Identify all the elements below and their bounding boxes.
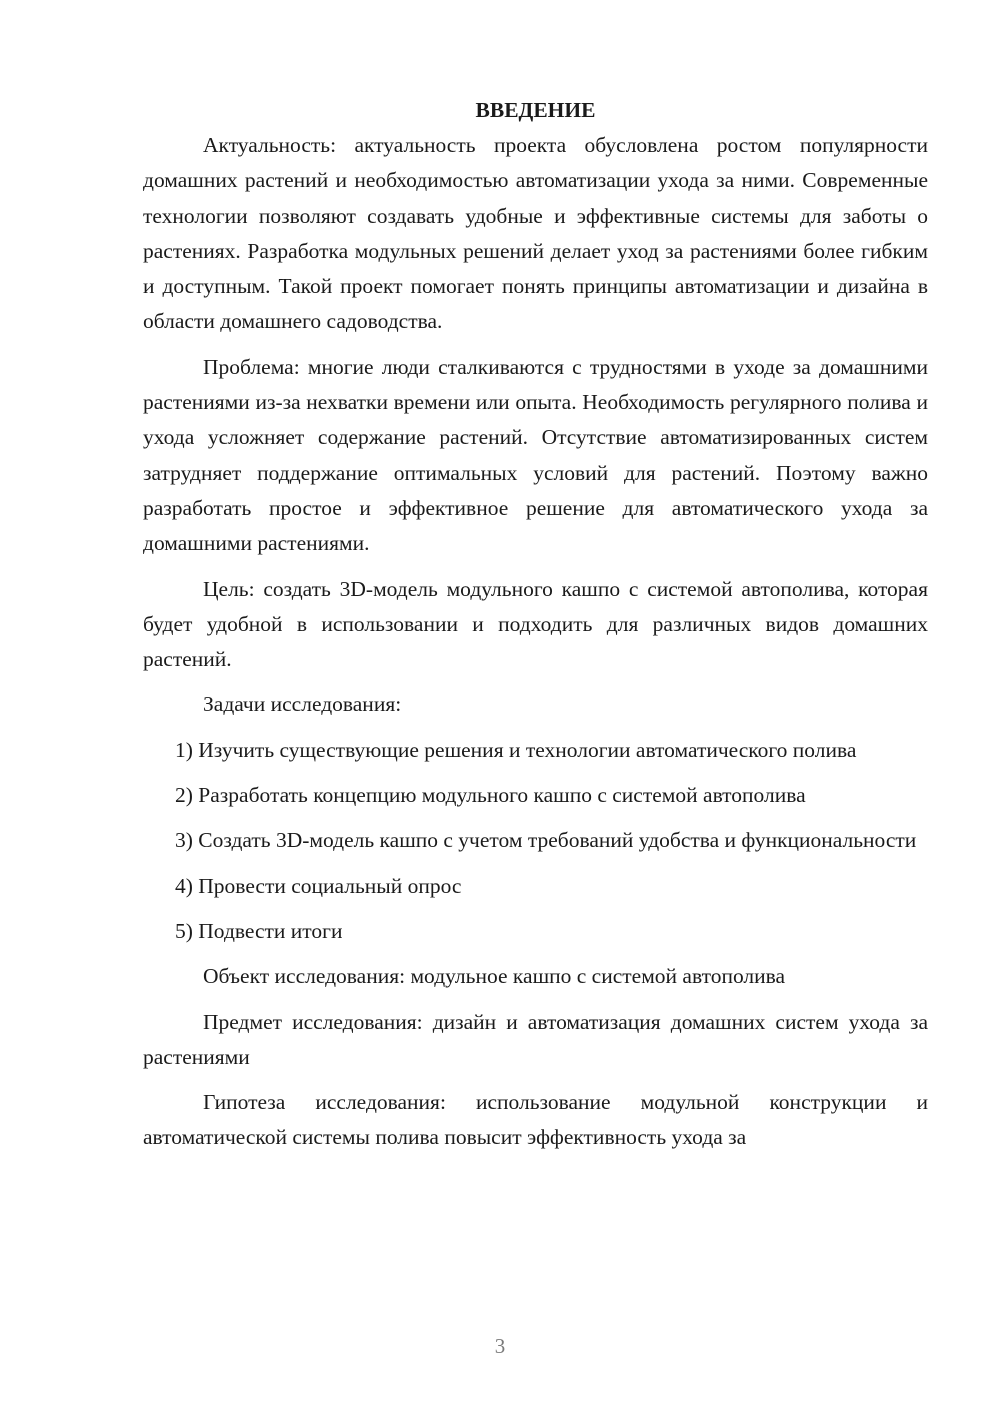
task-item: 5) Подвести итоги bbox=[175, 918, 343, 943]
paragraph-tasks-heading: Задачи исследования: bbox=[203, 692, 402, 717]
paragraph-relevance: Актуальность: актуальность проекта обусловлена ростом популярности домашних растений и необходимостью автоматизации ухода за ними. Современные технологии позволяют создавать удобные и эффективные системы для заботы о растениях. Разработка модульных решений делает уход за растениями более гибким и доступным. Такой проект помогает понять принципы автоматизации и дизайна в области домашнего садоводства. bbox=[143, 133, 928, 334]
document-page bbox=[143, 96, 928, 1166]
task-item: 2) Разработать концепцию модульного кашпо с системой автополива bbox=[175, 783, 806, 808]
paragraph-problem: Проблема: многие люди сталкиваются с трудностями в уходе за домашними растениями из-за нехватки времени или опыта. Необходимость регулярного полива и ухода усложняет содержание растений. Отсутствие автоматизированных систем затрудняет поддержание оптимальных условий для растений. Поэтому важно разработать простое и эффективное решение для автоматического ухода за домашними растениями. bbox=[143, 354, 928, 556]
paragraph-hypothesis: Гипотеза исследования: использование модульной конструкции и автоматической системы полива повысит эффективность ухода за bbox=[143, 1090, 928, 1150]
section-title: ВВЕДЕНИЕ bbox=[475, 98, 596, 122]
paragraph-goal: Цель: создать 3D-модель модульного кашпо с системой автополива, которая будет удобной в использовании и подходить для различных видов домашних растений. bbox=[143, 576, 928, 672]
task-item: 1) Изучить существующие решения и технологии автоматического полива bbox=[175, 737, 857, 762]
task-item: 4) Провести социальный опрос bbox=[175, 873, 462, 898]
task-item: 3) Создать 3D-модель кашпо с учетом требований удобства и функциональности bbox=[175, 828, 917, 853]
page-number: 3 bbox=[494, 1334, 506, 1358]
paragraph-object: Объект исследования: модульное кашпо с системой автополива bbox=[203, 964, 786, 989]
paragraph-subject: Предмет исследования: дизайн и автоматизация домашних систем ухода за растениями bbox=[143, 1009, 928, 1069]
